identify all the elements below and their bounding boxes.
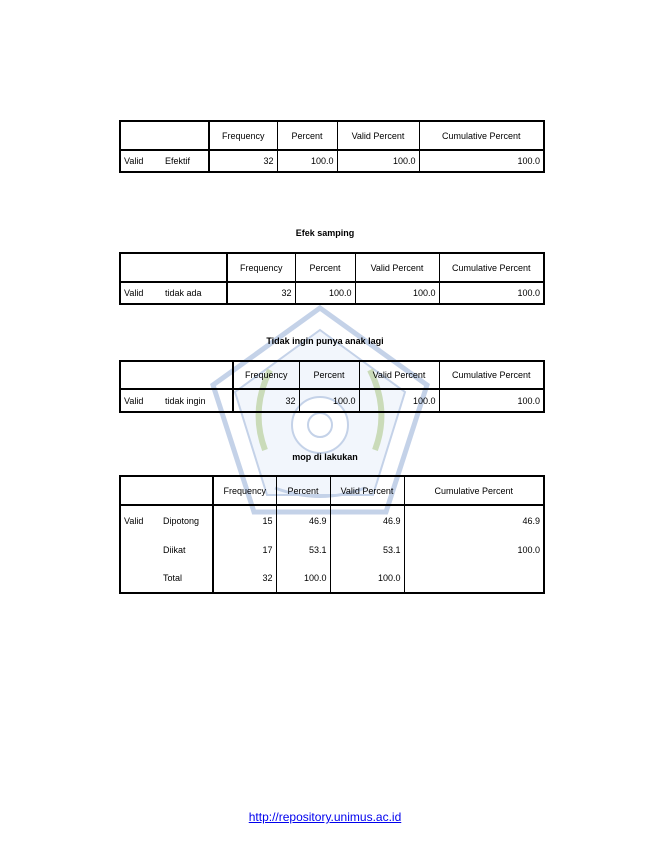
- cell-frequency: 32: [213, 564, 276, 593]
- header-valid-percent: Valid Percent: [359, 361, 439, 389]
- cell-cumulative-percent: 100.0: [419, 150, 544, 172]
- cell-percent: 53.1: [276, 535, 330, 564]
- cell-cumulative-percent: 46.9: [404, 505, 544, 535]
- row-group-label: [120, 535, 160, 564]
- cell-frequency: 17: [213, 535, 276, 564]
- table-title-mop-di-lakukan: mop di lakukan: [292, 452, 358, 462]
- table-row: [120, 564, 544, 593]
- table-title-tidak-ingin: Tidak ingin punya anak lagi: [266, 336, 384, 346]
- cell-percent: 100.0: [276, 564, 330, 593]
- header-cumulative-percent: Cumulative Percent: [404, 476, 544, 505]
- cell-valid-percent: 100.0: [355, 282, 439, 304]
- cell-valid-percent: 100.0: [359, 389, 439, 412]
- row-label: Dipotong: [160, 505, 213, 535]
- header-percent: Percent: [299, 361, 359, 389]
- header-percent: Percent: [276, 476, 330, 505]
- row-group-label: Valid: [120, 282, 162, 304]
- cell-cumulative-percent: [404, 564, 544, 593]
- cell-frequency: 32: [227, 282, 295, 304]
- frequency-table-efektif: [119, 120, 545, 173]
- row-group-label: Valid: [120, 505, 160, 535]
- cell-valid-percent: 100.0: [330, 564, 404, 593]
- cell-frequency: 32: [209, 150, 277, 172]
- cell-valid-percent: 53.1: [330, 535, 404, 564]
- row-label: Total: [163, 573, 183, 583]
- frequency-table-tidak-ingin: [119, 360, 545, 413]
- row-group-label: [120, 564, 160, 593]
- header-percent: Percent: [295, 253, 355, 282]
- header-frequency: Frequency: [227, 253, 295, 282]
- header-frequency: Frequency: [233, 361, 299, 389]
- frequency-table-mop-di-lakukan: [119, 475, 545, 594]
- cell-valid-percent: 100.0: [337, 150, 419, 172]
- cell-percent: 100.0: [277, 150, 337, 172]
- table-title-efek-samping: Efek samping: [295, 228, 355, 238]
- frequency-table-efek-samping: [119, 252, 545, 305]
- repository-link[interactable]: http://repository.unimus.ac.id: [248, 810, 402, 824]
- cell-cumulative-percent: 100.0: [439, 389, 544, 412]
- header-cumulative-percent: Cumulative Percent: [439, 361, 544, 389]
- cell-frequency: 32: [233, 389, 299, 412]
- row-label: Efektif: [162, 150, 209, 172]
- table-row: [120, 535, 544, 564]
- header-valid-percent: Valid Percent: [337, 121, 419, 150]
- cell-percent: 46.9: [276, 505, 330, 535]
- cell-cumulative-percent: 100.0: [404, 535, 544, 564]
- header-percent: Percent: [277, 121, 337, 150]
- row-label: Diikat: [163, 544, 186, 555]
- row-label: tidak ada: [162, 282, 227, 304]
- header-valid-percent: Valid Percent: [355, 253, 439, 282]
- cell-percent: 100.0: [295, 282, 355, 304]
- header-valid-percent: Valid Percent: [330, 476, 404, 505]
- header-frequency: Frequency: [213, 476, 276, 505]
- cell-percent: 100.0: [299, 389, 359, 412]
- header-cumulative-percent: Cumulative Percent: [439, 253, 544, 282]
- row-label: tidak ingin: [162, 389, 233, 412]
- row-group-label: Valid: [120, 389, 162, 412]
- cell-valid-percent: 46.9: [330, 505, 404, 535]
- table-row: [120, 505, 544, 535]
- header-frequency: Frequency: [209, 121, 277, 150]
- row-group-label: Valid: [120, 150, 162, 172]
- header-cumulative-percent: Cumulative Percent: [419, 121, 544, 150]
- cell-cumulative-percent: 100.0: [439, 282, 544, 304]
- cell-frequency: 15: [213, 505, 276, 535]
